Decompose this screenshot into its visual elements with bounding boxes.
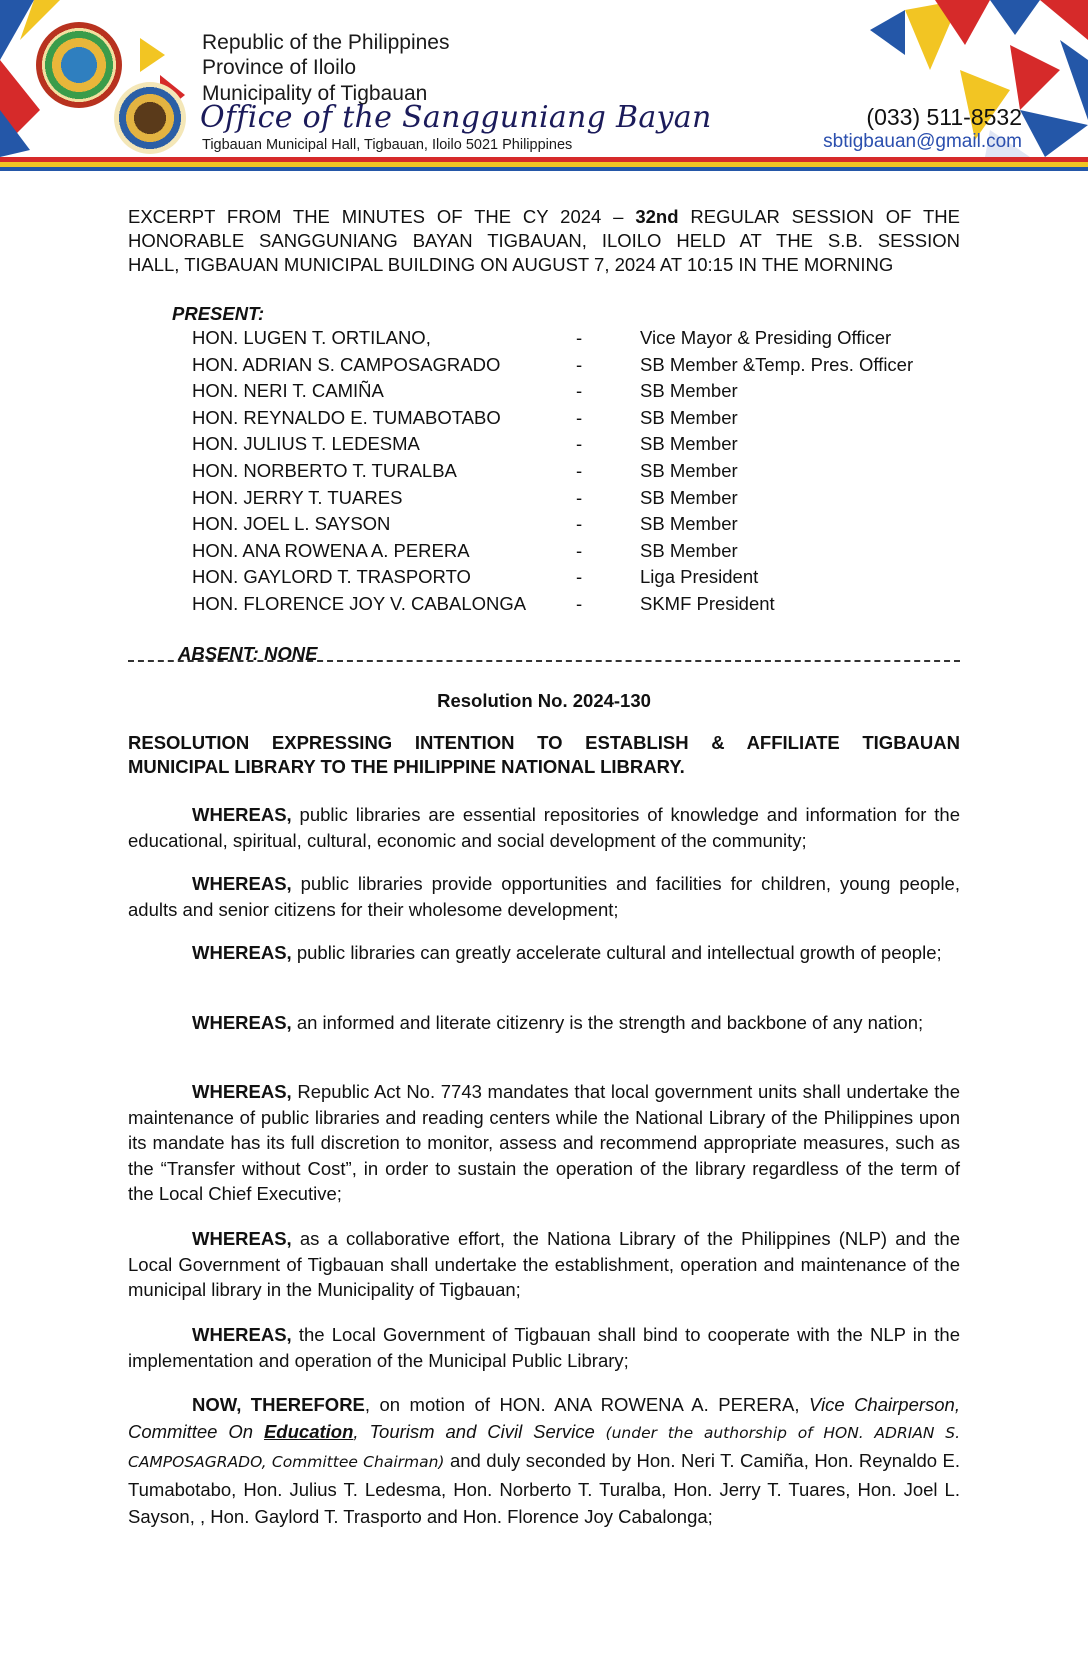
member-position: Vice Mayor & Presiding Officer bbox=[640, 327, 892, 348]
letterhead bbox=[0, 0, 1088, 175]
header-municipality: Municipality of Tigbauan bbox=[202, 82, 428, 105]
whereas-keyword: WHEREAS, bbox=[192, 1012, 292, 1033]
roster-row: HON. ADRIAN S. CAMPOSAGRADO - SB Member &Temp. Pres. Officer bbox=[192, 353, 914, 375]
roster-row: HON. LUGEN T. ORTILANO, - Vice Mayor & Presiding Officer bbox=[192, 327, 892, 348]
member-name: HON. ANA ROWENA A. PERERA bbox=[192, 539, 470, 561]
whereas-clause bbox=[128, 1079, 960, 1207]
whereas-text: the Local Government of Tigbauan shall bind to cooperate with the NLP in the implementation and operation of the Municipal Public Library; bbox=[128, 1324, 960, 1371]
whereas-clause bbox=[128, 1226, 960, 1303]
member-position: SKMF President bbox=[640, 592, 775, 614]
section-divider bbox=[128, 660, 960, 662]
member-position: Liga President bbox=[640, 566, 759, 588]
deco-triangle bbox=[1010, 45, 1060, 110]
whereas-clause bbox=[128, 940, 960, 966]
authorship-note: (under the authorship of HON. ADRIAN S. CAMPOSAGRADO, Committee Chairman) bbox=[128, 1424, 960, 1471]
roster-row: HON. JULIUS T. LEDESMA - SB Member bbox=[192, 433, 738, 455]
member-position: SB Member bbox=[640, 486, 738, 508]
whereas-clause bbox=[128, 1322, 960, 1373]
member-name: HON. REYNALDO E. TUMABOTABO bbox=[192, 406, 501, 428]
roster-row: HON. JERRY T. TUARES - SB Member bbox=[192, 486, 738, 508]
member-position: SB Member &Temp. Pres. Officer bbox=[640, 353, 914, 375]
resolution-number: Resolution No. 2024-130 bbox=[437, 690, 651, 711]
member-name: HON. NORBERTO T. TURALBA bbox=[192, 459, 457, 481]
whereas-keyword: WHEREAS, bbox=[192, 804, 292, 825]
header-email: sbtigbauan@gmail.com bbox=[823, 131, 1022, 152]
whereas-clause bbox=[128, 802, 960, 853]
header-phone: (033) 511-8532 bbox=[866, 104, 1022, 130]
header-country: Republic of the Philippines bbox=[202, 31, 450, 54]
whereas-keyword: WHEREAS, bbox=[192, 1081, 292, 1102]
member-position: SB Member bbox=[640, 539, 738, 561]
municipality-seal-logo bbox=[36, 22, 122, 108]
whereas-text: public libraries are essential repositories of knowledge and information for the educational, spiritual, cultural, economic and social development of the community; bbox=[128, 804, 960, 851]
minutes-excerpt-heading bbox=[128, 205, 960, 277]
whereas-keyword: WHEREAS, bbox=[192, 942, 292, 963]
roster-row: HON. JOEL L. SAYSON - SB Member bbox=[192, 513, 738, 535]
whereas-text: an informed and literate citizenry is the strength and backbone of any nation; bbox=[291, 1012, 924, 1033]
roster-row: HON. GAYLORD T. TRASPORTO - Liga President bbox=[192, 566, 759, 588]
therefore-keyword: NOW, THEREFORE bbox=[192, 1394, 365, 1415]
header-province: Province of Iloilo bbox=[202, 56, 357, 79]
deco-triangle bbox=[140, 38, 165, 72]
absent-label: ABSENT: NONE bbox=[178, 643, 318, 664]
whereas-text: public libraries provide opportunities and facilities for children, young people, adults and senior citizens for their wholesome development; bbox=[128, 873, 960, 920]
member-name: HON. ADRIAN S. CAMPOSAGRADO bbox=[192, 353, 501, 375]
whereas-clause bbox=[128, 871, 960, 922]
whereas-clause bbox=[128, 1010, 960, 1036]
roster-row: HON. FLORENCE JOY V. CABALONGA - SKMF President bbox=[192, 592, 775, 614]
member-name: HON. JULIUS T. LEDESMA bbox=[192, 433, 420, 455]
roster-row: HON. NERI T. CAMIÑA - SB Member bbox=[192, 380, 738, 402]
excerpt-line: HONORABLE SANGGUNIANG BAYAN TIGBAUAN, ILOILO HELD AT THE S.B. SESSION bbox=[128, 230, 960, 251]
committee-education: Education bbox=[263, 1421, 354, 1442]
member-position: SB Member bbox=[640, 513, 738, 535]
roster-row: HON. REYNALDO E. TUMABOTABO - SB Member bbox=[192, 406, 738, 428]
title-line: MUNICIPAL LIBRARY TO THE PHILIPPINE NATIONAL LIBRARY. bbox=[128, 756, 685, 777]
whereas-text: public libraries can greatly accelerate cultural and intellectual growth of people; bbox=[291, 942, 942, 963]
deco-triangle bbox=[1040, 0, 1088, 40]
title-line: RESOLUTION EXPRESSING INTENTION TO ESTABLISH & AFFILIATE TIGBAUAN bbox=[128, 732, 960, 753]
member-position: SB Member bbox=[640, 459, 738, 481]
therefore-clause: NOW, THEREFORE, on motion of HON. ANA ROWENA A. PERERA, Vice Chairperson, Committee On Education, Tourism and Civil Service (under the authorship of HON. ADRIAN S. CAMPOSAGRADO, Committee Chairman) and duly seconded by Hon. Neri T. Camiña, Hon. Reynaldo E. Tumabotabo, Hon. Julius T. Ledesma, Hon. Norberto T. Turalba, Hon. Jerry T. Tuares, Hon. Joel L. Sayson, , Hon. Gaylord T. Trasporto and Hon. Florence Joy Cabalonga; bbox=[128, 1394, 961, 1527]
deco-triangle bbox=[1060, 40, 1088, 120]
whereas-keyword: WHEREAS, bbox=[192, 1228, 292, 1249]
present-label: PRESENT: bbox=[172, 303, 265, 324]
whereas-text: as a collaborative effort, the Nationa Library of the Philippines (NLP) and the Local Government of Tigbauan shall undertake the establishment, operation and maintenance of the municipal library in the Municipality of Tigbauan; bbox=[128, 1228, 960, 1300]
member-position: SB Member bbox=[640, 406, 738, 428]
roster-row: HON. NORBERTO T. TURALBA - SB Member bbox=[192, 459, 738, 481]
member-position: SB Member bbox=[640, 380, 738, 402]
deco-triangle bbox=[1020, 110, 1088, 157]
excerpt-line: HALL, TIGBAUAN MUNICIPAL BUILDING ON AUGUST 7, 2024 AT 10:15 IN THE MORNING bbox=[128, 254, 894, 275]
header-address: Tigbauan Municipal Hall, Tigbauan, Iloilo 5021 Philippines bbox=[202, 137, 573, 153]
member-name: HON. JOEL L. SAYSON bbox=[192, 513, 391, 535]
member-position: SB Member bbox=[640, 433, 738, 455]
excerpt-line: EXCERPT FROM THE MINUTES OF THE CY 2024 – 32nd REGULAR SESSION OF THE bbox=[128, 206, 960, 227]
whereas-keyword: WHEREAS, bbox=[192, 873, 292, 894]
sangguniang-bayan-seal-logo bbox=[114, 82, 186, 154]
deco-triangle bbox=[990, 0, 1040, 35]
member-name: HON. LUGEN T. ORTILANO, bbox=[192, 327, 431, 348]
header-office-name: Office of the Sangguniang Bayan bbox=[200, 100, 712, 135]
member-name: HON. JERRY T. TUARES bbox=[192, 486, 403, 508]
resolution-title bbox=[128, 731, 960, 779]
deco-triangle bbox=[870, 10, 905, 55]
member-name: HON. FLORENCE JOY V. CABALONGA bbox=[192, 592, 527, 614]
whereas-text: Republic Act No. 7743 mandates that local government units shall undertake the maintenance of public libraries and reading centers while the National Library of the Philippines upon its mandate has its full discretion to monitor, assess and recommend appropriate measures, such as the “Transfer without Cost”, in order to sustain the operation of the library regardless of the term of the Local Chief Executive; bbox=[128, 1081, 960, 1204]
member-name: HON. GAYLORD T. TRASPORTO bbox=[192, 566, 471, 588]
header-band-blue bbox=[0, 167, 1088, 171]
roster-row: HON. ANA ROWENA A. PERERA - SB Member bbox=[192, 539, 738, 561]
attendance-roster bbox=[192, 327, 952, 620]
whereas-keyword: WHEREAS, bbox=[192, 1324, 292, 1345]
member-name: HON. NERI T. CAMIÑA bbox=[192, 380, 384, 402]
